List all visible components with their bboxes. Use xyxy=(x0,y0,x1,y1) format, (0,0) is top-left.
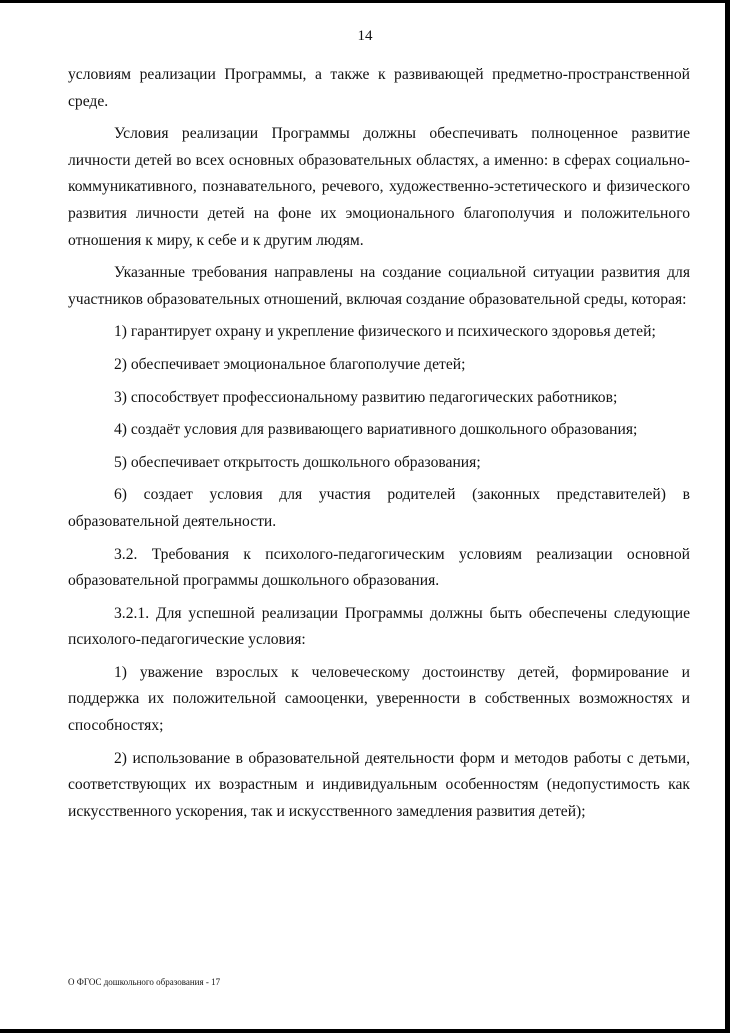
page-number: 14 xyxy=(357,28,373,44)
section-heading-paragraph: 3.2. Требования к психолого-педагогическим условиям реализации основной образовательной программы дошкольного образования. xyxy=(68,545,690,590)
list-item: 3) способствует профессиональному развитию педагогических работников; xyxy=(114,388,618,406)
list-item: 4) создаёт условия для развивающего вариативного дошкольного образования; xyxy=(114,421,638,439)
list-item: 1) уважение взрослых к человеческому достоинству детей, формирование и поддержка их положительной самооценки, уверенности в собственных возможностях и способностях; xyxy=(68,663,690,735)
paragraph: 3.2.1. Для успешной реализации Программы должны быть обеспечены следующие психолого-педагогические условия: xyxy=(68,604,690,649)
list-item: 2) обеспечивает эмоциональное благополучие детей; xyxy=(114,355,466,373)
paragraph: Указанные требования направлены на создание социальной ситуации развития для участников образовательных отношений, включая создание образовательной среды, которая: xyxy=(68,264,690,308)
paragraph-continuation: условиям реализации Программы, а также к развивающей предметно-пространственной среде. xyxy=(68,66,690,110)
list-item: 5) обеспечивает открытость дошкольного образования; xyxy=(114,453,481,471)
document-body xyxy=(68,62,690,831)
footer-note: О ФГОС дошкольного образования - 17 xyxy=(68,977,221,987)
scan-border-top xyxy=(0,0,730,3)
scan-border-bottom xyxy=(0,1029,730,1033)
paragraph: Условия реализации Программы должны обеспечивать полноценное развитие личности детей во всех основных образовательных областях, а именно: в сферах социально-коммуникативного, познавательного, речевого, художественно-эстетического и физического развития личности детей на фоне их эмоционального благополучия и положительного отношения к миру, к себе и к другим людям. xyxy=(68,125,690,249)
scan-border-right xyxy=(725,0,730,1033)
list-item: 2) использование в образовательной деятельности форм и методов работы с детьми, соответствующих их возрастным и индивидуальным особенностям (недопустимость как искусственного ускорения, так и искусственного замедления развития детей); xyxy=(68,749,690,820)
list-item: 1) гарантирует охрану и укрепление физического и психического здоровья детей; xyxy=(114,323,656,341)
list-item: 6) создает условия для участия родителей (законных представителей) в образовательной деятельности. xyxy=(68,486,690,530)
